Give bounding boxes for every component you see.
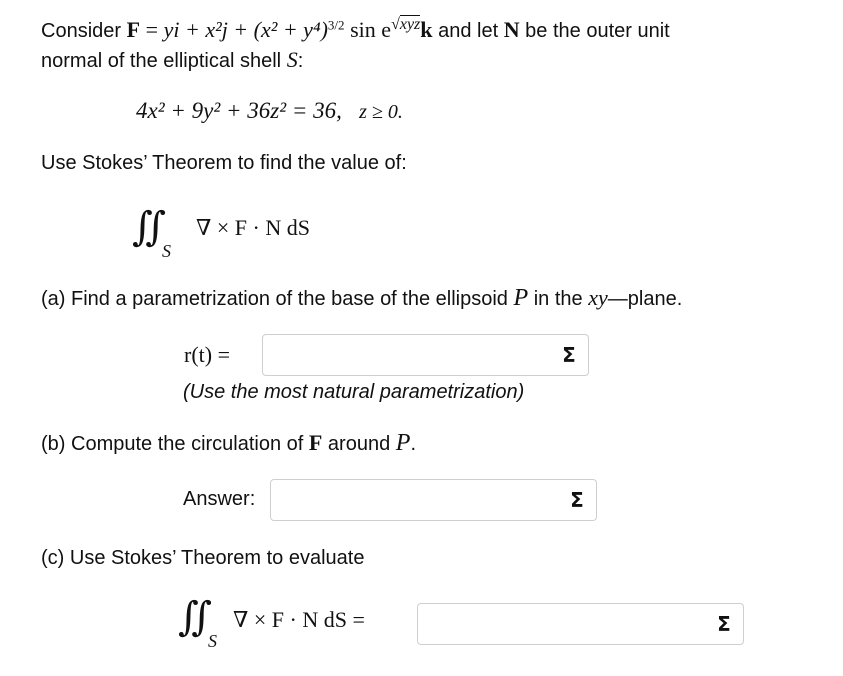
part-a-text-post: —plane. xyxy=(607,288,683,310)
shell-symbol: S xyxy=(286,47,298,72)
and-let-text: and let xyxy=(438,20,499,42)
equals-sign: = xyxy=(145,17,159,42)
ellipsoid-equation xyxy=(136,98,403,124)
field-symbol: F xyxy=(126,17,141,42)
integrand: ∇ × F · N dS xyxy=(196,215,310,240)
equation-condition: z ≥ 0. xyxy=(359,101,403,123)
sqrt-symbol: √ xyxy=(391,16,400,33)
part-a-answer-input[interactable] xyxy=(263,335,546,375)
part-a-sigma-button[interactable] xyxy=(554,340,584,370)
part-c-integrand: ∇ × F · N dS = xyxy=(233,607,365,632)
part-a-plane: xy xyxy=(588,285,608,310)
part-a-text-pre: (a) Find a parametrization of the base of the ellipsoid xyxy=(41,288,508,310)
part-c-integral xyxy=(178,594,365,657)
part-b-answer-box xyxy=(270,479,597,521)
intro-line-1 xyxy=(41,17,670,45)
intro-line-2 xyxy=(41,47,303,75)
part-b-sigma-button[interactable] xyxy=(562,485,592,515)
normal-text: normal of the elliptical shell xyxy=(41,50,282,72)
field-exponent: 3/2 xyxy=(327,17,345,33)
part-a-answer-box xyxy=(262,334,589,376)
part-c-answer-box xyxy=(417,603,744,645)
r-of-t-label: r(t) = xyxy=(184,342,230,367)
consider-text: Consider xyxy=(41,20,122,42)
part-b-answer-input[interactable] xyxy=(271,480,554,520)
part-b-prompt xyxy=(41,430,416,457)
normal-symbol: N xyxy=(503,17,520,42)
sigma-icon: Σ xyxy=(562,343,576,367)
k-vector: k xyxy=(420,17,433,42)
part-b-period: . xyxy=(410,433,416,455)
integral-subscript: S xyxy=(208,631,217,651)
part-a-hint: (Use the most natural parametrization) xyxy=(183,381,525,403)
part-a-prompt xyxy=(41,285,682,312)
part-b-text-mid: around xyxy=(327,433,391,455)
part-b-text-pre: (b) Compute the circulation of xyxy=(41,433,304,455)
sigma-icon: Σ xyxy=(570,488,584,512)
part-b-P: P xyxy=(395,430,411,456)
equation-lhs: 4x² + 9y² + 36z² = 36, xyxy=(136,98,342,123)
answer-label: Answer: xyxy=(183,488,256,510)
part-c-answer-input[interactable] xyxy=(418,604,701,644)
double-integral-symbol: ∬ xyxy=(178,594,213,640)
part-a-text-mid: in the xyxy=(533,288,583,310)
colon: : xyxy=(297,50,304,72)
use-stokes-text: Use Stokes’ Theorem to find the value of: xyxy=(41,152,407,174)
surface-integral-display xyxy=(132,204,310,267)
part-c-sigma-button[interactable] xyxy=(709,609,739,639)
sigma-icon: Σ xyxy=(717,612,731,636)
field-tail: sin e xyxy=(350,17,392,42)
double-integral-symbol: ∬ xyxy=(132,204,167,250)
integral-subscript: S xyxy=(162,241,171,261)
part-c-prompt: (c) Use Stokes’ Theorem to evaluate xyxy=(41,547,365,569)
be-outer-text: be the outer unit xyxy=(525,20,670,42)
part-b-F: F xyxy=(308,430,323,455)
part-a-P: P xyxy=(513,285,529,311)
field-expression: yi + x²j + (x² + y⁴) xyxy=(163,17,328,42)
sqrt-content: xyz xyxy=(399,16,421,33)
